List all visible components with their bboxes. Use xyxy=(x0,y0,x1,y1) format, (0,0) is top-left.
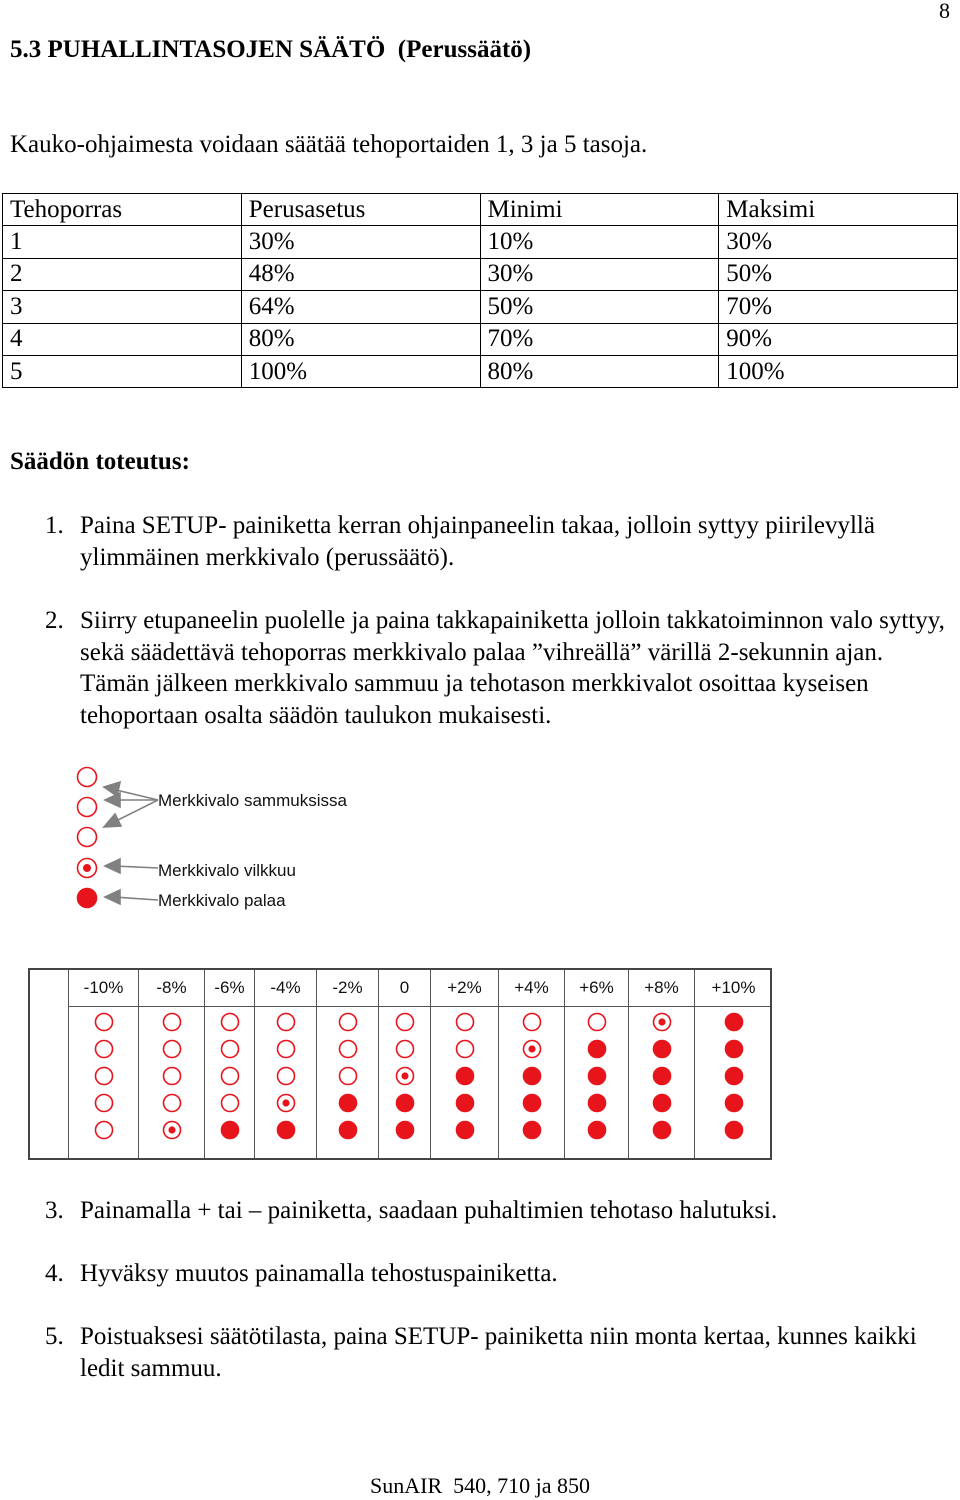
led-column xyxy=(430,970,498,1158)
table-cell: 10% xyxy=(480,226,719,258)
table-cell: 48% xyxy=(241,258,480,290)
led-column-label: +4% xyxy=(514,978,549,997)
legend-label-on: Merkkivalo palaa xyxy=(158,891,286,910)
led-off-icon xyxy=(589,1014,606,1031)
led-column-label: 0 xyxy=(399,978,410,997)
led-on-icon xyxy=(654,1041,671,1058)
led-column-graphic xyxy=(69,1006,139,1156)
table-cell: 30% xyxy=(480,258,719,290)
led-column-graphic xyxy=(205,1006,255,1156)
led-column-graphic xyxy=(431,1006,499,1156)
step-4 xyxy=(45,1258,950,1290)
led-column-graphic xyxy=(379,1006,431,1156)
led-off-icon xyxy=(340,1014,357,1031)
led-legend xyxy=(60,760,420,920)
table-cell: 30% xyxy=(719,226,958,258)
led-column xyxy=(68,970,138,1158)
step-text: Painamalla + tai – painiketta, saadaan puhaltimien tehotaso halutuksi. xyxy=(80,1197,778,1224)
led-adjustment-table xyxy=(28,968,772,1160)
led-on-icon xyxy=(726,1095,743,1112)
led-on-icon xyxy=(589,1095,606,1112)
led-column xyxy=(694,970,772,1158)
table-cell: 100% xyxy=(241,355,480,387)
led-off-icon xyxy=(96,1014,113,1031)
led-column xyxy=(564,970,628,1158)
table-row xyxy=(3,355,958,387)
led-on-icon xyxy=(726,1068,743,1085)
led-column xyxy=(498,970,564,1158)
led-on-icon xyxy=(340,1095,357,1112)
led-off-icon xyxy=(78,768,97,787)
table-cell: 30% xyxy=(241,226,480,258)
led-column-graphic xyxy=(695,1006,773,1156)
led-column-label: +10% xyxy=(711,978,756,997)
led-off-icon xyxy=(340,1041,357,1058)
led-off-icon xyxy=(78,828,97,847)
table-cell: 50% xyxy=(480,291,719,323)
led-off-icon xyxy=(164,1095,181,1112)
led-blink-dot xyxy=(528,1045,535,1052)
led-off-icon xyxy=(164,1041,181,1058)
table-cell: 80% xyxy=(241,323,480,355)
led-column-label: -6% xyxy=(214,978,245,997)
led-on-icon xyxy=(726,1041,743,1058)
legend-label-blink: Merkkivalo vilkkuu xyxy=(158,861,296,880)
led-off-icon xyxy=(340,1068,357,1085)
table-cell: 1 xyxy=(3,226,242,258)
led-column xyxy=(254,970,316,1158)
implementation-title: Säädön toteutus: xyxy=(10,448,190,475)
step-2 xyxy=(45,605,950,731)
table-row xyxy=(3,291,958,323)
led-on-icon xyxy=(397,1095,414,1112)
led-on-icon xyxy=(654,1068,671,1085)
step-text: Siirry etupaneelin puolelle ja paina takkapainiketta jolloin takkatoiminnon valo syttyy, sekä säädettävä tehoporras merkkivalo palaa ”vihreällä” värillä 2-sekunnin ajan. Tämän jälkeen merkkivalo sammuu ja tehotason merkkivalot osoittaa kyseisen tehoportaan osalta säädön taulukon mukaisesti. xyxy=(80,607,945,729)
led-off-icon xyxy=(278,1014,295,1031)
led-off-icon xyxy=(222,1014,239,1031)
led-blink-dot xyxy=(401,1072,408,1079)
footer: SunAIR 540, 710 ja 850 xyxy=(370,1473,590,1498)
table-header-cell: Minimi xyxy=(480,194,719,226)
step-number: 2. xyxy=(45,607,64,634)
led-column xyxy=(378,970,430,1158)
step-number: 3. xyxy=(45,1197,64,1224)
legend-label-off: Merkkivalo sammuksissa xyxy=(158,791,347,810)
step-3 xyxy=(45,1195,950,1227)
led-off-icon xyxy=(164,1068,181,1085)
table-cell: 70% xyxy=(480,323,719,355)
led-column-graphic xyxy=(139,1006,205,1156)
table-header-row xyxy=(3,194,958,226)
led-on-icon xyxy=(524,1095,541,1112)
led-off-icon xyxy=(96,1041,113,1058)
step-text: Paina SETUP- painiketta kerran ohjainpaneelin takaa, jolloin syttyy piirilevyllä ylimmäinen merkkivalo (perussäätö). xyxy=(80,512,875,571)
led-off-icon xyxy=(222,1068,239,1085)
led-on-icon xyxy=(726,1122,743,1139)
led-on-icon xyxy=(340,1122,357,1139)
step-text: Poistuaksesi säätötilasta, paina SETUP- painiketta niin monta kertaa, kunnes kaikki ledit sammuu. xyxy=(80,1323,917,1382)
table-header-cell: Maksimi xyxy=(719,194,958,226)
section-title: 5.3 PUHALLINTASOJEN SÄÄTÖ (Perussäätö) xyxy=(10,36,532,63)
led-on-icon xyxy=(654,1122,671,1139)
led-on-icon xyxy=(222,1122,239,1139)
table-cell: 2 xyxy=(3,258,242,290)
led-on-icon xyxy=(457,1122,474,1139)
table-header-cell: Tehoporras xyxy=(3,194,242,226)
table-row xyxy=(3,226,958,258)
led-column-label: -8% xyxy=(156,978,187,997)
table-cell: 70% xyxy=(719,291,958,323)
led-column-label: +6% xyxy=(579,978,614,997)
table-cell: 64% xyxy=(241,291,480,323)
led-column-label: -2% xyxy=(332,978,363,997)
led-off-icon xyxy=(222,1095,239,1112)
table-row xyxy=(3,258,958,290)
led-on-icon xyxy=(589,1068,606,1085)
led-on-icon xyxy=(726,1014,743,1031)
led-on-icon xyxy=(397,1122,414,1139)
step-number: 5. xyxy=(45,1323,64,1350)
led-column-label: -10% xyxy=(83,978,124,997)
table-cell: 4 xyxy=(3,323,242,355)
led-column xyxy=(138,970,204,1158)
levels-table xyxy=(2,193,958,388)
led-on-icon xyxy=(524,1122,541,1139)
led-column-graphic xyxy=(565,1006,629,1156)
led-blink-dot xyxy=(282,1099,289,1106)
led-off-icon xyxy=(96,1068,113,1085)
table-cell: 100% xyxy=(719,355,958,387)
led-column-label: -4% xyxy=(270,978,301,997)
led-blink-dot xyxy=(83,864,91,872)
led-column-graphic xyxy=(629,1006,695,1156)
led-on-icon xyxy=(278,1122,295,1139)
table-cell: 5 xyxy=(3,355,242,387)
led-off-icon xyxy=(397,1014,414,1031)
page-number: 8 xyxy=(939,0,950,23)
table-row xyxy=(3,323,958,355)
step-number: 1. xyxy=(45,512,64,539)
arrow-icon xyxy=(104,782,158,904)
led-off-icon xyxy=(278,1041,295,1058)
table-cell: 50% xyxy=(719,258,958,290)
led-column-label: +2% xyxy=(447,978,482,997)
led-off-icon xyxy=(524,1014,541,1031)
led-off-icon xyxy=(164,1014,181,1031)
step-number: 4. xyxy=(45,1260,64,1287)
step-text: Hyväksy muutos painamalla tehostuspainiketta. xyxy=(80,1260,558,1287)
led-blink-dot xyxy=(168,1126,175,1133)
led-column-graphic xyxy=(255,1006,317,1156)
led-column xyxy=(204,970,254,1158)
led-column-graphic xyxy=(317,1006,379,1156)
led-column-graphic xyxy=(499,1006,565,1156)
led-off-icon xyxy=(457,1041,474,1058)
led-on-icon xyxy=(524,1068,541,1085)
table-header-cell: Perusasetus xyxy=(241,194,480,226)
intro-text: Kauko-ohjaimesta voidaan säätää tehoportaiden 1, 3 ja 5 tasoja. xyxy=(10,131,648,158)
led-column xyxy=(316,970,378,1158)
table-cell: 90% xyxy=(719,323,958,355)
led-off-icon xyxy=(457,1014,474,1031)
led-column-label: +8% xyxy=(644,978,679,997)
led-on-icon xyxy=(589,1122,606,1139)
led-off-icon xyxy=(397,1041,414,1058)
led-off-icon xyxy=(78,798,97,817)
led-blink-dot xyxy=(658,1018,665,1025)
step-5 xyxy=(45,1321,950,1384)
led-off-icon xyxy=(222,1041,239,1058)
table-cell: 80% xyxy=(480,355,719,387)
led-on-icon xyxy=(589,1041,606,1058)
led-on-icon xyxy=(457,1068,474,1085)
step-1 xyxy=(45,510,950,573)
led-on-icon xyxy=(78,889,97,908)
led-column xyxy=(628,970,694,1158)
led-off-icon xyxy=(96,1122,113,1139)
led-off-icon xyxy=(96,1095,113,1112)
led-off-icon xyxy=(278,1068,295,1085)
led-on-icon xyxy=(457,1095,474,1112)
table-cell: 3 xyxy=(3,291,242,323)
led-on-icon xyxy=(654,1095,671,1112)
